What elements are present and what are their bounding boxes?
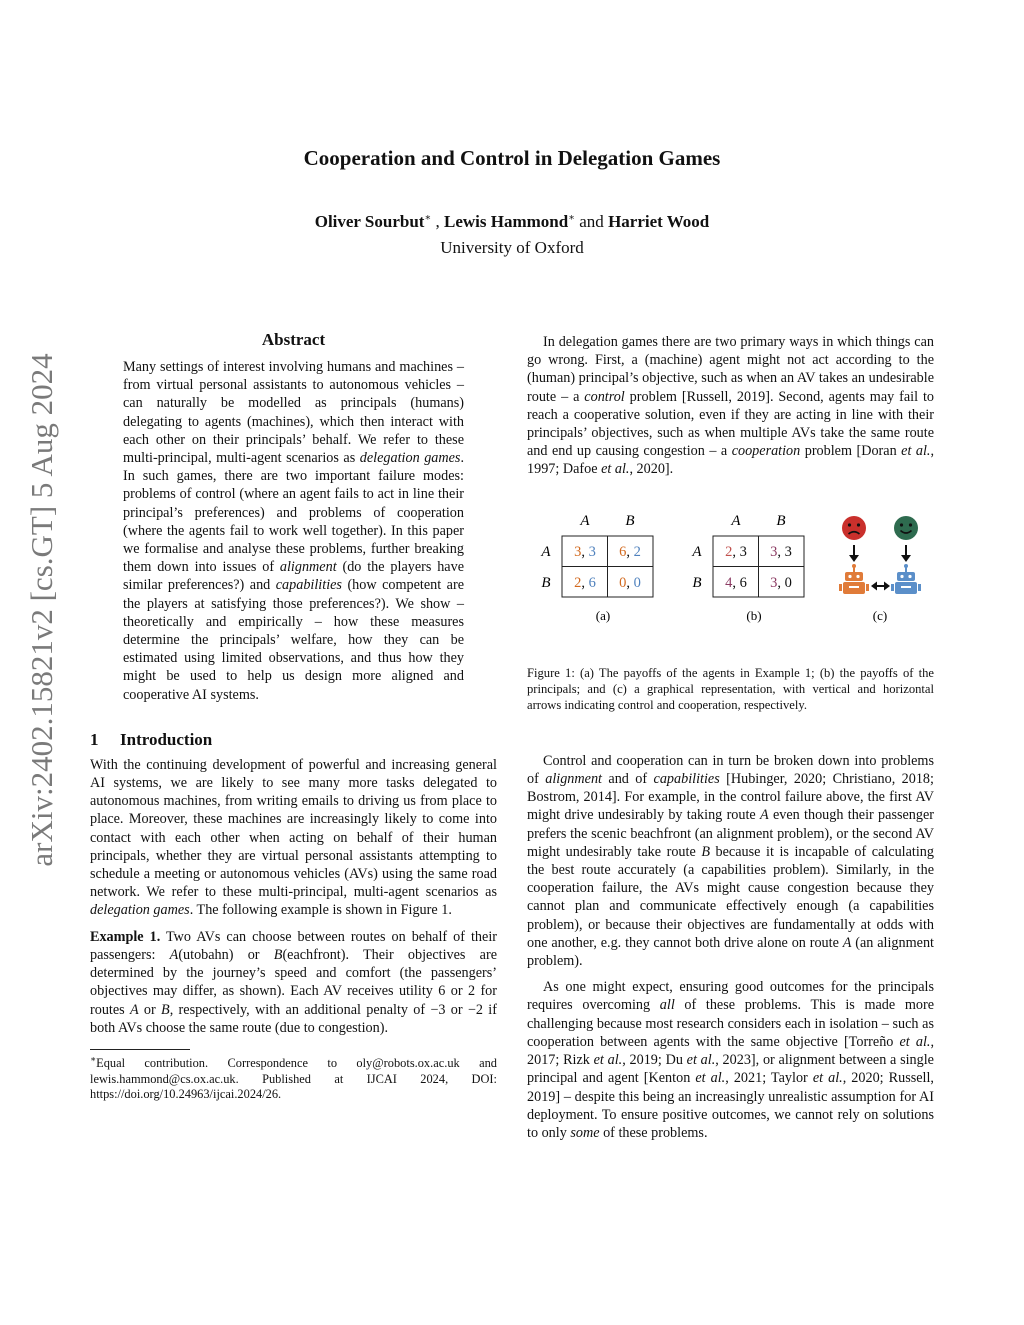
left-column [90,330,497,1103]
abstract-text: Many settings of interest involving humans and machines – from virtual personal assistants to autonomous vehicles – can naturally be modelled as principals (humans) delegating to agents (machines), which then interact with each other on their principals’ behalf. We refer to these multi-principal, multi-agent scenarios as delegation games. In such games, there are two important failure modes: problems of control (where an agent fails to act in line their principal’s preferences) and problems of cooperation (where the agents fail to work well together). In this paper we formalise and analyse these problems, further breaking them down into issues of alignment (do the players have similar preferences?) and capabilities (how competent are the players at satisfying those preferences?). We show – theoretically and empirically – how these measures determine the principals’ welfare, how they can be estimated using limited observations, and thus how they might be used to help us design more aligned and cooperative AI systems. [123,359,464,703]
control-arrow-icon [849,545,859,562]
agent-blue-robot-icon [891,564,921,594]
delegation-diagram [839,516,921,623]
subfigure-label: (c) [872,607,888,623]
figure-1 [527,507,934,647]
section-heading-introduction: 1 Introduction [90,729,213,749]
principal-red-face-icon [842,516,866,540]
matrix-cell: 3, 3 [574,543,596,560]
author-list [0,212,1024,232]
cooperation-arrow-icon [871,581,890,590]
author-2: Lewis Hammond [444,212,569,231]
figure-caption: Figure 1: (a) The payoffs of the agents in Example 1; (b) the payoffs of the principals; and (c) a graphical representation, with vertical and horizontal arrows indicating control and cooperation, respectively. [527,665,934,713]
control-arrow-icon [901,545,911,562]
principal-green-face-icon [894,516,918,540]
right-paragraph-2: Control and cooperation can in turn be broken down into problems of alignment and of capabilities [Hubinger, 2020; Christiano, 2018; Bostrom, 2014]. For example, in the control failure above, the first AV might drive undesirably by taking route A even though their passenger prefers the scenic beachfront (an alignment problem), or the second AV might undesirably take route B because it is incapable of calculating the best route accurately (a capabilities problem). Similarly, in the cooperation failure, the AVs might cause congestion because they cannot plan and communicate effectively enough (a capabilities problem), or because their objectives are fundamentally at odds with one another, e.g. they cannot both drive alone on route A (an alignment problem). [527,752,934,970]
row-label: B [541,574,551,591]
author-3: Harriet Wood [608,212,710,231]
arxiv-stamp: arXiv:2402.15821v2 [cs.GT] 5 Aug 2024 [24,353,59,867]
row-label: A [692,543,702,560]
paper-title: Cooperation and Control in Delegation Games [303,146,721,170]
matrix-cell: 0, 0 [619,574,641,591]
author-conjunction: and [575,212,609,231]
equal-contribution-mark: ∗ [424,212,432,224]
row-label: B [692,574,702,591]
payoff-matrix-agents [540,513,653,623]
author-separator: , [431,212,444,231]
matrix-cell: 6, 2 [619,543,641,560]
matrix-cell: 3, 3 [770,543,792,560]
col-label: A [731,512,741,529]
col-label: A [580,512,590,529]
author-1: Oliver Sourbut [314,212,425,231]
footnote: ∗Equal contribution. Correspondence to oly@robots.ox.ac.uk and lewis.hammond@cs.ox.ac.uk. Published at IJCAI 2024, DOI: https://doi.org/10.24963/ijcai.2024/26. [90,1053,497,1102]
matrix-cell: 2, 6 [574,574,596,591]
right-paragraph-1: In delegation games there are two primary ways in which things can go wrong. First, a (machine) agent might not act according to the (human) principal’s objective, such as when an AV takes an undesirable route – a control problem [Russell, 2019]. Second, agents may fail to reach a cooperative solution, even if they are acting in line with their principals’ objectives, such as when multiple AVs take the same route and end up causing congestion – a cooperation problem [Doran et al., 1997; Dafoe et al., 2020]. [527,334,934,478]
matrix-cell: 2, 3 [725,543,747,560]
figure-1-graphic [527,507,934,647]
abstract-heading: Abstract [261,330,326,349]
matrix-cell: 3, 0 [770,574,792,591]
col-label: B [625,512,635,529]
agent-orange-robot-icon [839,564,869,594]
equal-contribution-mark: ∗ [568,212,576,224]
example-1-paragraph: Example 1. Two AVs can choose between routes on behalf of their passengers: A(utobahn) or B(eachfront). Their objectives are determined by the journey’s speed and comfort (the passengers’ objectives may differ, as shown). Each AV receives utility 6 or 2 for routes A or B, respectively, with an additional penalty of −3 or −2 if both AVs choose the same route (due to congestion). [90,928,497,1036]
subfigure-label: (a) [595,607,611,623]
affiliation: University of Oxford [440,238,584,257]
right-paragraph-3: As one might expect, ensuring good outcomes for the principals requires overcoming all of these problems. This is made more challenging because most research considers each in isolation – such as cooperation between agents with the same objective [Torreño et al., 2017; Rizk et al., 2019; Du et al., 2023], or alignment between a single principal and agent [Kenton et al., 2021; Taylor et al., 2020; Russell, 2019] – despite this being an increasingly unrealistic assumption for AI deployment. To ensure positive outcomes, we cannot rely on solutions to only some of these problems. [527,979,934,1141]
col-label: B [776,512,786,529]
payoff-matrix-principals [691,513,804,623]
intro-paragraph: With the continuing development of powerful and increasing general AI systems, we are likely to see many more tasks delegated to autonomous machines, from writing emails to driving us from place to place. Moreover, these machines are increasingly likely to come into contact with each other when acting on behalf of their human principals, whether they are virtual personal assistants attempting to schedule a meeting or autonomous vehicles (AVs) using the same road network. We refer to these multi-principal, multi-agent scenarios as delegation games. The following example is shown in Figure 1. [90,756,497,919]
row-label: A [541,543,551,560]
subfigure-label: (b) [746,607,762,623]
right-column [527,333,934,1142]
footnote-rule [90,1049,190,1050]
matrix-cell: 4, 6 [725,574,747,591]
